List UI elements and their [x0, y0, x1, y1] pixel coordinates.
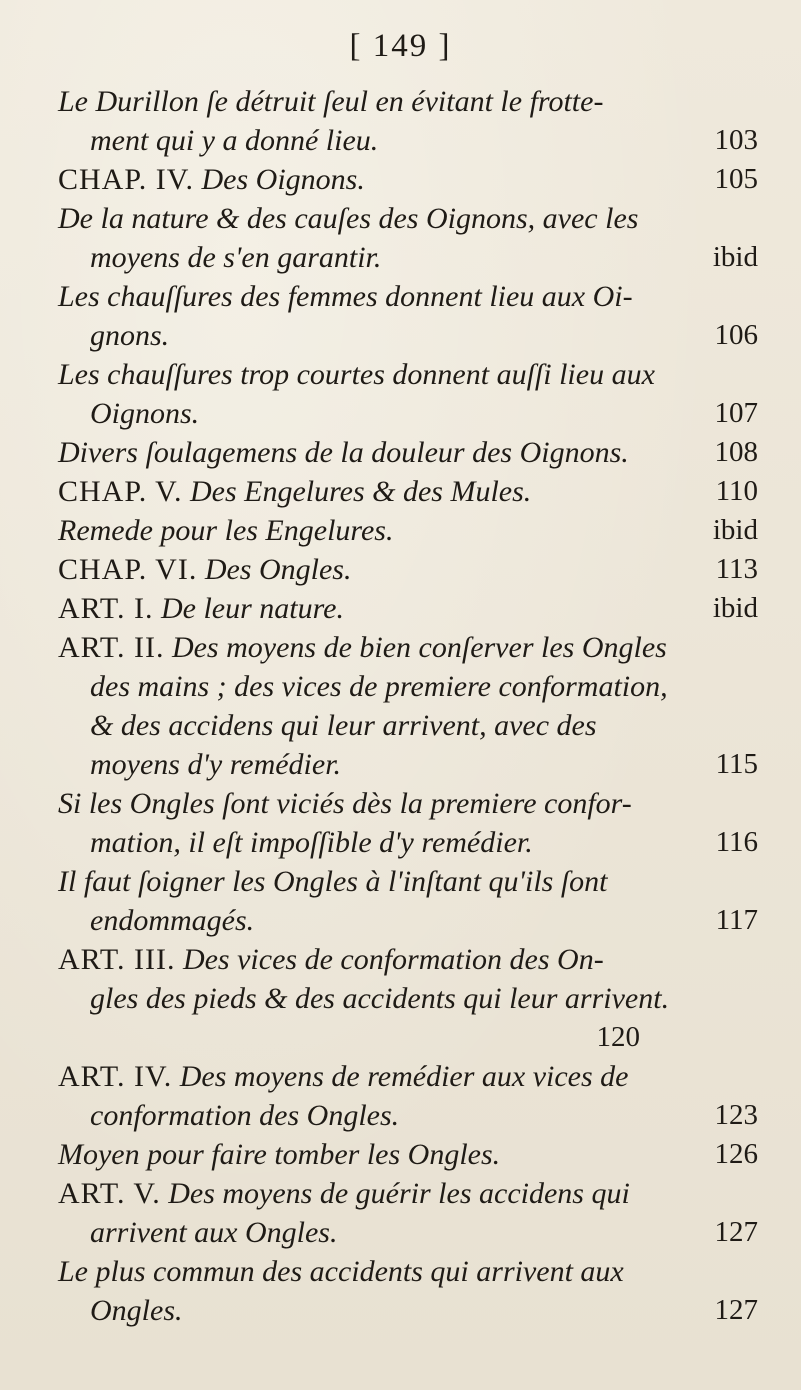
toc-entry-text	[58, 784, 688, 862]
toc-entry	[58, 784, 758, 862]
toc-entry-line	[58, 316, 688, 355]
toc-entry-title: Les chauſſures des femmes donnent lieu aux Oi-	[58, 280, 633, 313]
toc-entry	[58, 511, 758, 550]
toc-entry-text	[58, 1174, 688, 1252]
toc-entry-title: Des moyens de bien conſerver les Ongles	[164, 631, 667, 664]
toc-entry-line	[58, 1252, 688, 1291]
toc-entry-lead: CHAP. VI.	[58, 553, 198, 586]
toc-entry-text	[58, 472, 688, 511]
toc-entry-lead: ART. II.	[58, 631, 165, 664]
toc-entry-line	[58, 82, 688, 121]
toc-entry-line	[58, 1213, 688, 1252]
toc-entry-line	[58, 1096, 688, 1135]
toc-entry-title: Divers ſoulagemens de la douleur des Oignons.	[58, 436, 629, 469]
toc-entry	[58, 940, 758, 1057]
toc-entry-title: Les chauſſures trop courtes donnent auſſi lieu aux	[58, 358, 655, 391]
toc-entry-page-number: 117	[715, 904, 758, 936]
toc-entry-text	[58, 277, 688, 355]
toc-entry	[58, 199, 758, 277]
toc-entry-lead: ART. IV.	[58, 1060, 173, 1093]
toc-entry	[58, 628, 758, 784]
toc-entry-text	[58, 199, 688, 277]
toc-entry	[58, 550, 758, 589]
toc-entry-line	[58, 979, 758, 1018]
toc-entry	[58, 82, 758, 160]
toc-entry-page-number: 123	[714, 1099, 758, 1131]
toc-entry-page-number: 103	[714, 124, 758, 156]
toc-entry-title: Moyen pour faire tomber les Ongles.	[58, 1138, 501, 1171]
toc-entry-title: Des Oignons.	[194, 163, 365, 196]
toc-entry-title: Des Ongles.	[197, 553, 352, 586]
toc-entry-page-number: 106	[714, 319, 758, 351]
toc-entry-page-number: 110	[715, 475, 758, 507]
toc-entry-text	[58, 355, 688, 433]
toc-entry-text	[58, 550, 688, 589]
toc-entry-line	[58, 1057, 688, 1096]
toc-entry-text	[58, 511, 688, 550]
toc-entry-line	[58, 550, 688, 589]
toc-entry-title: De la nature & des cauſes des Oignons, avec les	[58, 202, 639, 235]
toc-entry-title: ment qui y a donné lieu.	[90, 124, 379, 157]
toc-entry	[58, 472, 758, 511]
toc-entry-title: Le Durillon ſe détruit ſeul en évitant le frotte-	[58, 85, 604, 118]
toc-entry-text	[58, 940, 758, 1018]
toc-entry-line	[58, 433, 688, 472]
toc-entry-lead: ART. I.	[58, 592, 154, 625]
toc-entry-text	[58, 1057, 688, 1135]
toc-entry-line	[58, 199, 688, 238]
table-of-contents	[58, 82, 758, 1330]
toc-entry-line	[58, 862, 688, 901]
toc-entry-title: gnons.	[90, 319, 170, 352]
toc-entry-title: Des Engelures & des Mules.	[182, 475, 532, 508]
toc-entry-title: conformation des Ongles.	[90, 1099, 400, 1132]
toc-entry-title: des mains ; des vices de premiere conformation,	[90, 670, 668, 703]
toc-entry-text	[58, 433, 688, 472]
toc-entry-title: Si les Ongles ſont viciés dès la premiere confor-	[58, 787, 632, 820]
toc-entry-line	[58, 511, 688, 550]
toc-entry-lead: CHAP. V.	[58, 475, 183, 508]
toc-entry-line	[58, 706, 688, 745]
toc-entry-title: endommagés.	[90, 904, 255, 937]
toc-entry-line	[58, 589, 688, 628]
toc-entry-line	[58, 940, 758, 979]
toc-entry-title: Des vices de conformation des On-	[175, 943, 604, 976]
toc-entry-line	[58, 160, 688, 199]
toc-entry-title: Oignons.	[90, 397, 200, 430]
toc-entry-title: mation, il eſt impoſſible d'y remédier.	[90, 826, 533, 859]
toc-entry-title: De leur nature.	[153, 592, 344, 625]
toc-entry-line	[58, 1291, 688, 1330]
toc-entry-title: Ongles.	[90, 1294, 183, 1327]
toc-entry	[58, 1252, 758, 1330]
toc-entry-page-number: 115	[715, 748, 758, 780]
toc-entry-text	[58, 628, 688, 784]
toc-entry	[58, 160, 758, 199]
toc-entry-line	[58, 121, 688, 160]
toc-entry-title: moyens de s'en garantir.	[90, 241, 382, 274]
toc-entry-line	[58, 745, 688, 784]
toc-entry-page-number: ibid	[712, 514, 758, 546]
toc-entry-text	[58, 1252, 688, 1330]
toc-entry-line	[58, 472, 688, 511]
toc-entry-lead: ART. V.	[58, 1177, 161, 1210]
toc-entry-line	[58, 823, 688, 862]
toc-entry-line	[58, 277, 688, 316]
toc-entry-page-number: 116	[715, 826, 758, 858]
toc-entry-title: Remede pour les Engelures.	[58, 514, 394, 547]
toc-entry-title: moyens d'y remédier.	[90, 748, 342, 781]
toc-entry-lead: ART. III.	[58, 943, 176, 976]
toc-entry-line	[58, 355, 688, 394]
toc-entry-title: Des moyens de guérir les accidens qui	[160, 1177, 630, 1210]
toc-entry-page-number: 105	[714, 163, 758, 195]
toc-entry-text	[58, 1135, 688, 1174]
toc-entry-line	[58, 628, 688, 667]
toc-entry	[58, 862, 758, 940]
toc-entry-page-number: 113	[715, 553, 758, 585]
page-header: [ 149 ]	[349, 28, 452, 64]
toc-entry-page-number: 127	[714, 1216, 758, 1248]
toc-entry-title: Le plus commun des accidents qui arrivent aux	[58, 1255, 624, 1288]
toc-entry	[58, 1174, 758, 1252]
toc-entry-lead: CHAP. IV.	[58, 163, 194, 196]
toc-entry-title: gles des pieds & des accidents qui leur arrivent.	[90, 982, 670, 1015]
toc-entry	[58, 433, 758, 472]
toc-entry-page-number: ibid	[712, 241, 758, 273]
toc-entry-page-number: ibid	[712, 592, 758, 624]
toc-entry	[58, 589, 758, 628]
toc-entry	[58, 277, 758, 355]
toc-entry-text	[58, 160, 688, 199]
toc-entry-line	[58, 238, 688, 277]
toc-entry-line	[58, 1174, 688, 1213]
toc-entry-line	[58, 667, 688, 706]
toc-entry-title: & des accidens qui leur arrivent, avec des	[90, 709, 597, 742]
toc-entry-page-number: 126	[714, 1138, 758, 1170]
toc-entry-page-number: 107	[714, 397, 758, 429]
toc-entry-page-number: 108	[714, 436, 758, 468]
toc-entry-line	[58, 901, 688, 940]
toc-entry-text	[58, 862, 688, 940]
toc-entry-title: Il faut ſoigner les Ongles à l'inſtant qu'ils ſont	[58, 865, 608, 898]
toc-entry-line	[58, 394, 688, 433]
toc-entry-text	[58, 82, 688, 160]
toc-entry-text	[58, 589, 688, 628]
toc-entry-line	[58, 784, 688, 823]
toc-entry-title: Des moyens de remédier aux vices de	[172, 1060, 629, 1093]
toc-entry	[58, 1057, 758, 1135]
toc-entry-page-number: 120	[596, 1021, 640, 1053]
toc-entry-page-number: 127	[714, 1294, 758, 1326]
toc-entry	[58, 1135, 758, 1174]
toc-entry-title: arrivent aux Ongles.	[90, 1216, 338, 1249]
toc-entry-line	[58, 1135, 688, 1174]
toc-entry	[58, 355, 758, 433]
